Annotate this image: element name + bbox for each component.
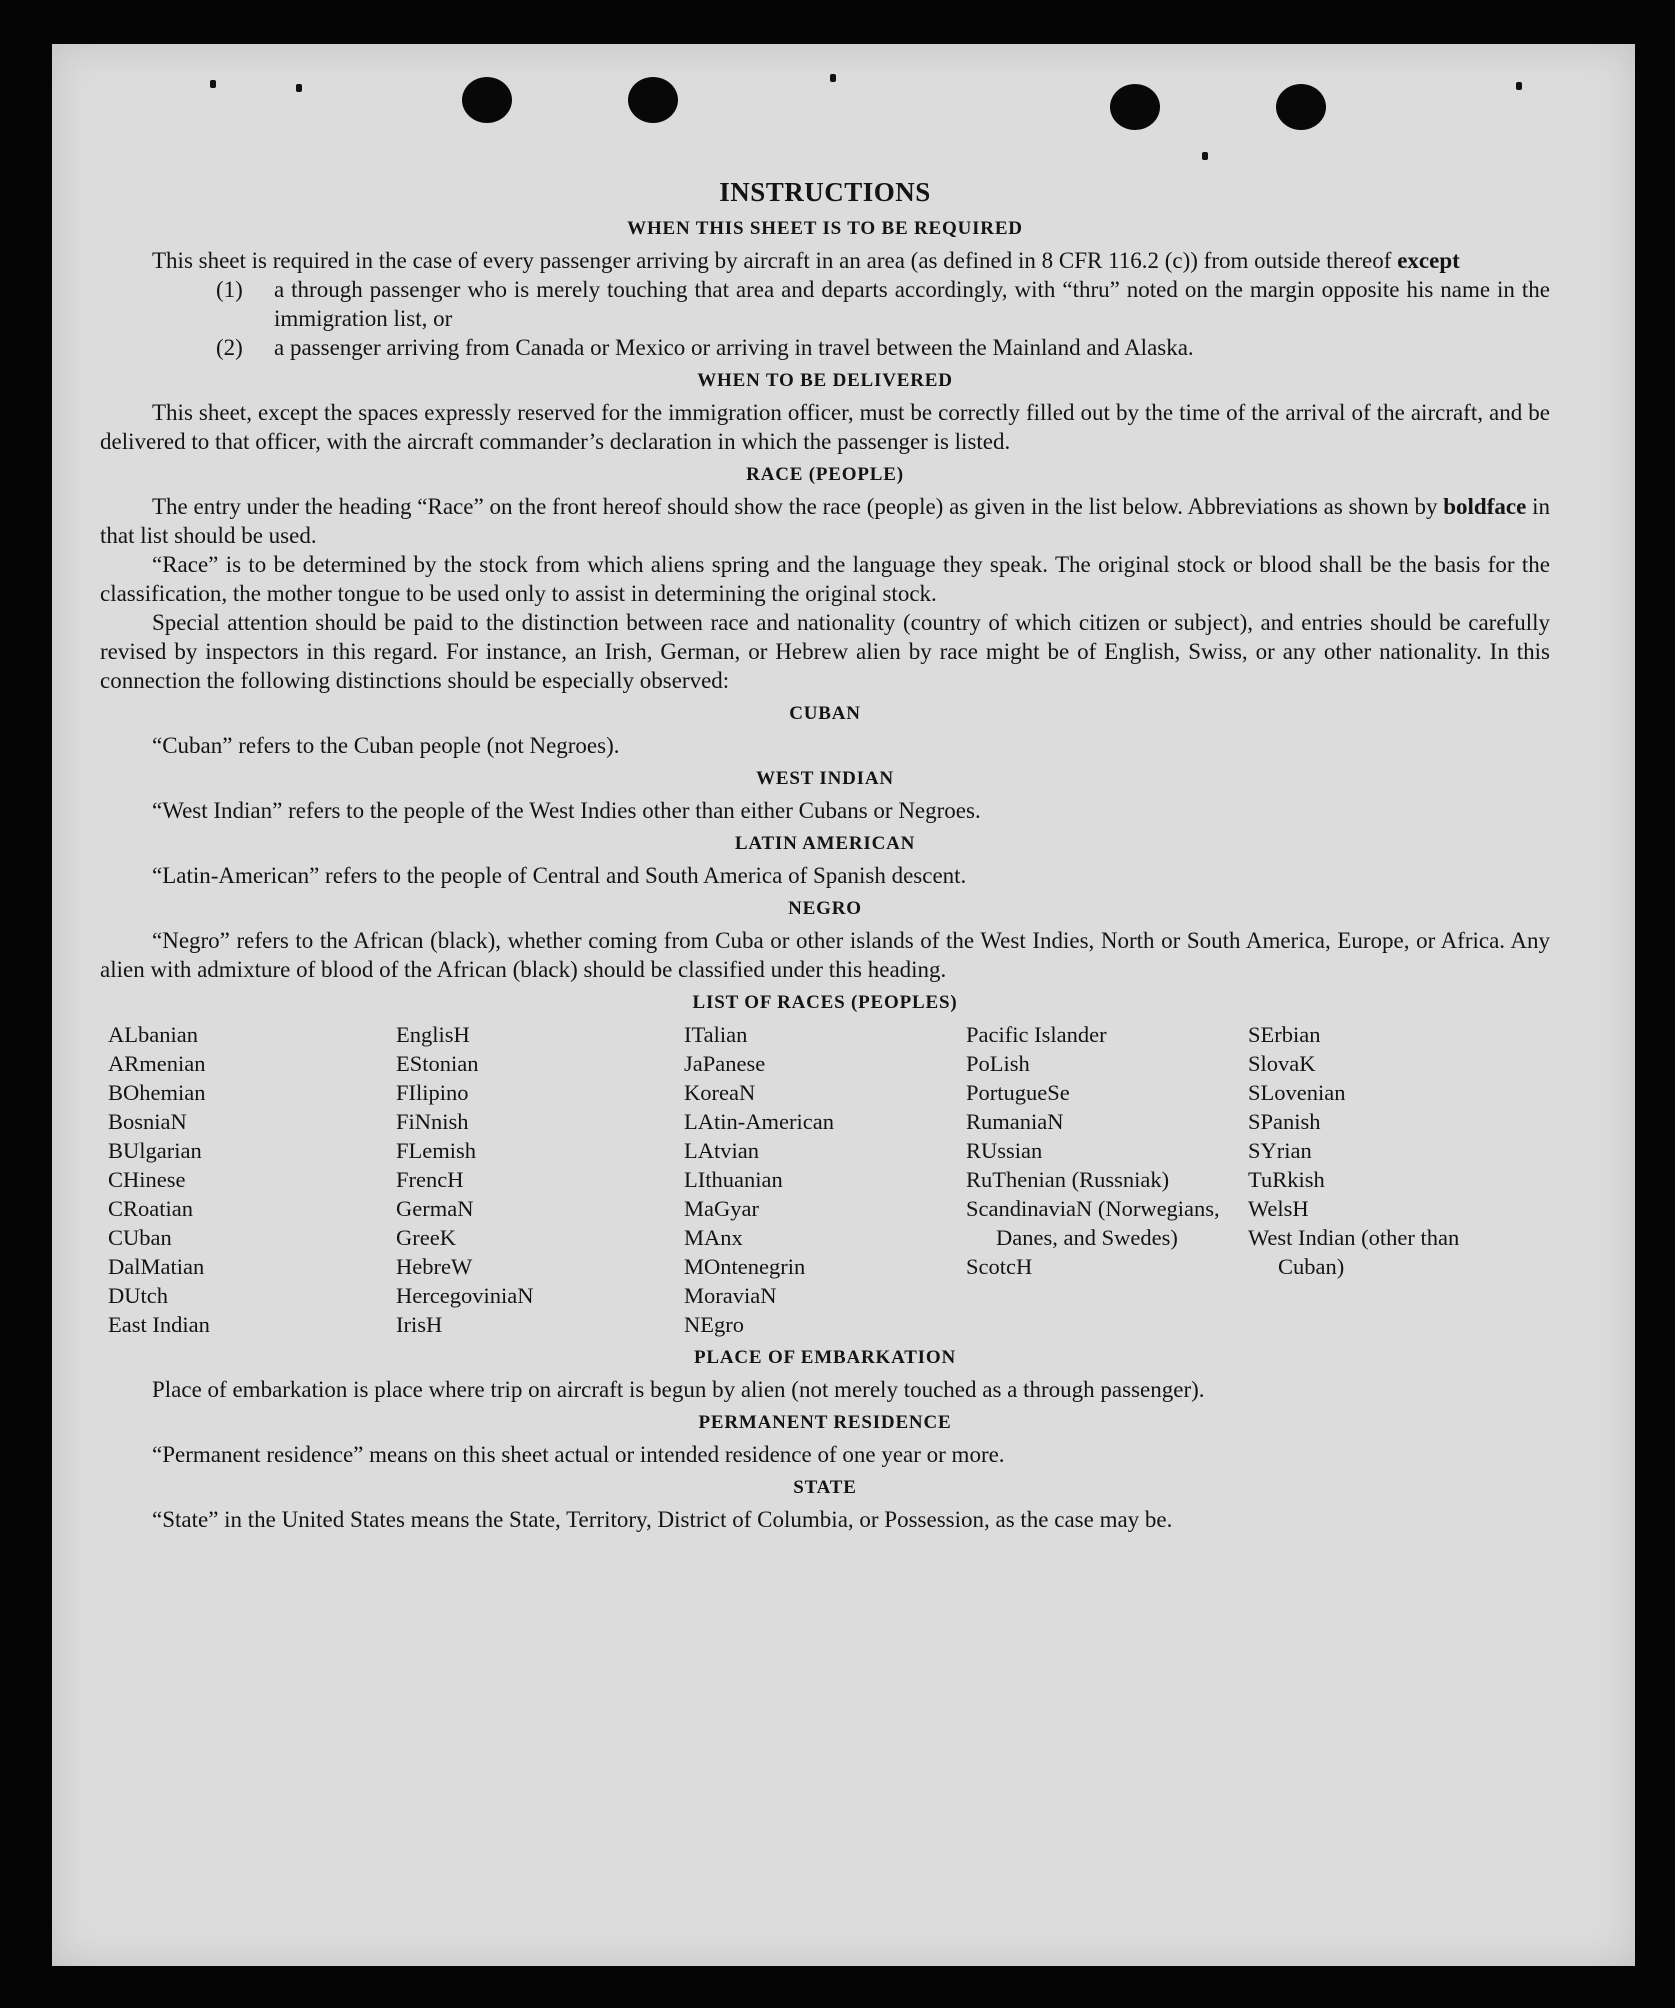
speck — [210, 80, 216, 88]
race-entry: LIthuanian — [684, 1167, 783, 1192]
race-column — [108, 1020, 396, 1339]
race-entry: ARmenian — [108, 1051, 206, 1076]
heading-west-indian: WEST INDIAN — [756, 768, 894, 789]
race-entry: RUssian — [966, 1138, 1043, 1163]
when-required-except: except — [1397, 248, 1460, 273]
race-entry: DalMatian — [108, 1254, 205, 1279]
race-entry: East Indian — [108, 1312, 210, 1337]
race-entry: HebreW — [396, 1254, 473, 1279]
race-entry: FLemish — [396, 1138, 477, 1163]
punch-hole — [462, 77, 512, 123]
race-entry: West Indian (other than Cuban) — [1248, 1225, 1460, 1279]
race-paragraph-2: “Race” is to be determined by the stock from which aliens spring and the language they speak. The original stock or blood shall be the basis for the classification, the mother tongue to be used only to assist in determining the original stock. — [100, 552, 1550, 606]
exception-number: (2) — [216, 335, 243, 360]
race-entry: LAtvian — [684, 1138, 759, 1163]
heading-list-of-races: LIST OF RACES (PEOPLES) — [692, 992, 958, 1013]
race-paragraph-1 — [100, 492, 1550, 550]
residence-text: “Permanent residence” means on this sheet actual or intended residence of one year or more. — [152, 1442, 1005, 1467]
when-required-text — [100, 246, 1550, 275]
race-entry: MaGyar — [684, 1196, 759, 1221]
exception-text: a through passenger who is merely touching that area and departs accordingly, with “thru” noted on the margin opposite his name in the immigration list, or — [274, 277, 1550, 331]
race-entry: JaPanese — [684, 1051, 766, 1076]
race-p1-a: The entry under the heading “Race” on the front hereof should show the race (people) as given in the list below. Abbreviations as shown by — [152, 494, 1444, 519]
race-column — [396, 1020, 684, 1339]
race-entry: CRoatian — [108, 1196, 193, 1221]
race-entry: BosniaN — [108, 1109, 187, 1134]
race-entry: GermaN — [396, 1196, 474, 1221]
race-entry: EStonian — [396, 1051, 479, 1076]
race-entry: SPanish — [1248, 1109, 1321, 1134]
race-entry: BOhemian — [108, 1080, 206, 1105]
race-entry: ScandinaviaN (Norwegians, Danes, and Swedes) — [966, 1196, 1220, 1250]
race-entry: FiNnish — [396, 1109, 469, 1134]
document-page — [52, 44, 1635, 1966]
race-entry: ALbanian — [108, 1022, 198, 1047]
speck — [1516, 82, 1522, 90]
when-required-intro: This sheet is required in the case of every passenger arriving by aircraft in an area (as defined in 8 CFR 116.2 (c)) from outside thereof — [152, 248, 1398, 273]
race-entry: FrencH — [396, 1167, 464, 1192]
race-column — [966, 1020, 1248, 1339]
race-entry: Pacific Islander — [966, 1022, 1107, 1047]
speck — [1202, 152, 1208, 160]
heading-embarkation: PLACE OF EMBARKATION — [694, 1347, 956, 1368]
race-entry: SErbian — [1248, 1022, 1321, 1047]
latin-american-text: “Latin-American” refers to the people of Central and South America of Spanish descent. — [152, 863, 967, 888]
race-entry: NEgro — [684, 1312, 744, 1337]
race-p1-bold: boldface — [1443, 494, 1527, 519]
heading-permanent-residence: PERMANENT RESIDENCE — [698, 1412, 952, 1433]
race-list — [108, 1020, 1550, 1339]
race-entry: HercegoviniaN — [396, 1283, 534, 1308]
exception-item — [216, 275, 1550, 333]
race-entry: CHinese — [108, 1167, 186, 1192]
punch-hole — [1110, 84, 1160, 130]
race-entry: PoLish — [966, 1051, 1030, 1076]
race-entry: MoraviaN — [684, 1283, 777, 1308]
race-entry: KoreaN — [684, 1080, 756, 1105]
race-entry: BUlgarian — [108, 1138, 202, 1163]
race-entry: MAnx — [684, 1225, 743, 1250]
race-entry: LAtin-American — [684, 1109, 834, 1134]
page-title: INSTRUCTIONS — [719, 177, 931, 207]
race-entry: FIlipino — [396, 1080, 469, 1105]
heading-negro: NEGRO — [788, 898, 862, 919]
punch-hole — [628, 77, 678, 123]
heading-cuban: CUBAN — [789, 703, 861, 724]
race-entry: SYrian — [1248, 1138, 1312, 1163]
race-entry: ScotcH — [966, 1254, 1033, 1279]
race-entry: CUban — [108, 1225, 172, 1250]
race-entry: PortugueSe — [966, 1080, 1070, 1105]
instructions-content — [100, 174, 1550, 1534]
race-column — [1248, 1020, 1498, 1339]
heading-state: STATE — [793, 1477, 857, 1498]
speck — [830, 74, 836, 82]
race-entry: MOntenegrin — [684, 1254, 806, 1279]
race-column — [684, 1020, 966, 1339]
heading-when-required: WHEN THIS SHEET IS TO BE REQUIRED — [627, 218, 1023, 239]
race-p1-b: in that list should be used. — [100, 494, 1551, 548]
race-paragraph-3: Special attention should be paid to the distinction between race and nationality (country of which citizen or subject), and entries should be carefully revised by inspectors in this regard. For instance, an Irish, German, or Hebrew alien by race might be of English, Swiss, or any other nationality. In this connection the following distinctions should be especially observed: — [100, 610, 1550, 693]
race-entry: GreeK — [396, 1225, 456, 1250]
race-entry: TuRkish — [1248, 1167, 1325, 1192]
race-entry: RumaniaN — [966, 1109, 1064, 1134]
heading-when-delivered: WHEN TO BE DELIVERED — [697, 370, 953, 391]
west-indian-text: “West Indian” refers to the people of the West Indies other than either Cubans or Negroes. — [152, 798, 981, 823]
embarkation-text: Place of embarkation is place where trip on aircraft is begun by alien (not merely touched as a through passenger). — [152, 1377, 1205, 1402]
heading-race: RACE (PEOPLE) — [746, 464, 904, 485]
speck — [296, 84, 302, 92]
race-entry: SlovaK — [1248, 1051, 1316, 1076]
punch-hole — [1276, 84, 1326, 130]
when-delivered-text: This sheet, except the spaces expressly reserved for the immigration officer, must be correctly filled out by the time of the arrival of the aircraft, and be delivered to that officer, with the aircraft commander’s declaration in which the passenger is listed. — [100, 400, 1550, 454]
negro-text: “Negro” refers to the African (black), whether coming from Cuba or other islands of the West Indies, North or South America, Europe, or Africa. Any alien with admixture of blood of the African (black) should be classified under this heading. — [100, 928, 1550, 982]
race-entry: DUtch — [108, 1283, 168, 1308]
exception-item — [216, 333, 1550, 362]
race-entry: EnglisH — [396, 1022, 470, 1047]
cuban-text: “Cuban” refers to the Cuban people (not Negroes). — [152, 733, 620, 758]
race-entry: IrisH — [396, 1312, 443, 1337]
race-entry: ITalian — [684, 1022, 748, 1047]
race-entry: WelsH — [1248, 1196, 1309, 1221]
state-text: “State” in the United States means the State, Territory, District of Columbia, or Possession, as the case may be. — [152, 1507, 1173, 1532]
heading-latin-american: LATIN AMERICAN — [734, 833, 916, 854]
race-entry: SLovenian — [1248, 1080, 1346, 1105]
exception-text: a passenger arriving from Canada or Mexico or arriving in travel between the Mainland and Alaska. — [274, 335, 1194, 360]
exception-number: (1) — [216, 277, 243, 302]
race-entry: RuThenian (Russniak) — [966, 1167, 1170, 1192]
